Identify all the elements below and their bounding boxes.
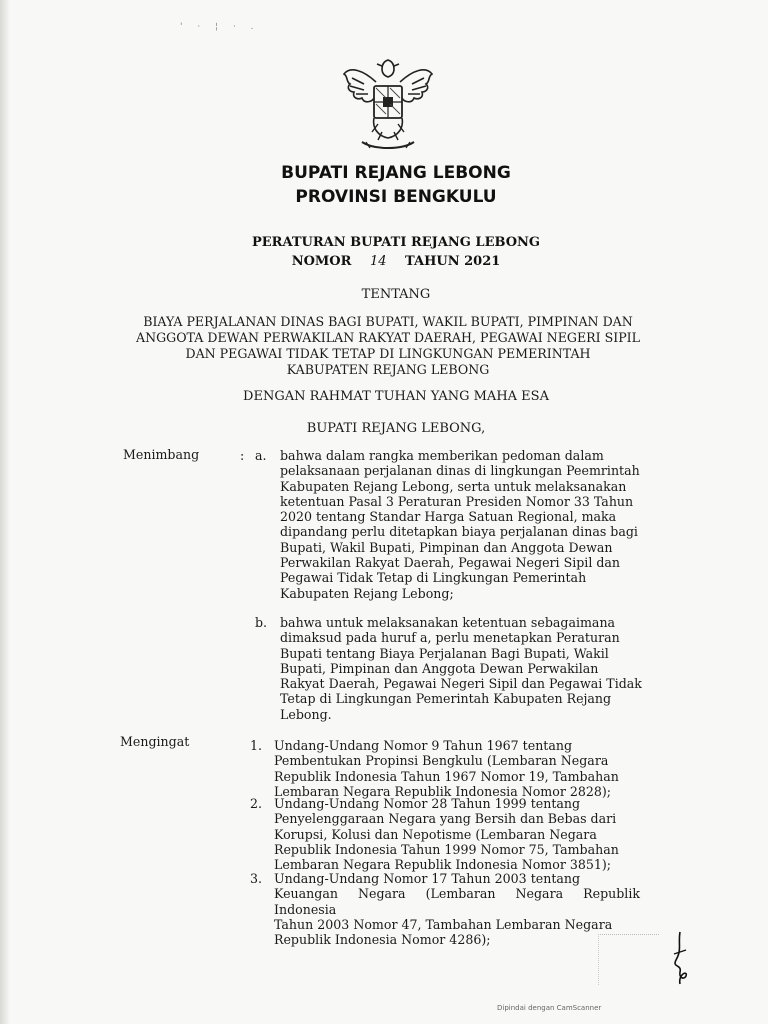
text-line: Kabupaten Rejang Lebong; (280, 585, 454, 601)
nomor-label: NOMOR (291, 254, 352, 269)
subject-line: KABUPATEN REJANG LEBONG (286, 362, 490, 377)
text-line: 2020 tentang Standar Harga Satuan Regional, maka (280, 509, 617, 525)
text-line: Republik Indonesia Tahun 1999 Nomor 75, Tambahan (274, 841, 619, 857)
menimbang-colon: : (240, 448, 245, 463)
text-line: dimaksud pada huruf a, perlu menetapkan Peraturan (280, 630, 620, 646)
mengingat-label: Mengingat (120, 734, 190, 749)
menimbang-item-a (280, 448, 643, 601)
mengingat-item-1 (274, 738, 640, 799)
menimbang-marker-b: b. (255, 615, 268, 630)
text-line: pelaksanaan perjalanan dinas di lingkungan Peemrintah (280, 463, 640, 479)
regulation-subject (130, 314, 646, 378)
text-line: Pembentukan Propinsi Bengkulu (Lembaran Negara (274, 753, 609, 769)
mengingat-marker-3: 3. (250, 871, 263, 886)
rahmat-line: DENGAN RAHMAT TUHAN YANG MAHA ESA (243, 389, 549, 404)
text-line: Bupati, Wakil Bupati, Pimpinan dan Anggota Dewan (280, 539, 613, 555)
scan-noise: ' · ¦ · . (180, 22, 260, 32)
garuda-emblem-icon (338, 52, 438, 156)
text-line: Bupati tentang Biaya Perjalanan Bagi Bupati, Wakil (280, 645, 609, 661)
text-line: Kabupaten Rejang Lebong, serta untuk melaksanakan (280, 478, 627, 494)
mengingat-item-3 (274, 871, 640, 947)
regulation-title: PERATURAN BUPATI REJANG LEBONG (251, 235, 541, 250)
menimbang-item-b (280, 615, 643, 722)
subject-line: BIAYA PERJALANAN DINAS BAGI BUPATI, WAKIL BUPATI, PIMPINAN DAN (143, 314, 633, 329)
text-line: Undang-Undang Nomor 9 Tahun 1967 tentang (274, 738, 573, 753)
text-line: Rakyat Daerah, Pegawai Negeri Sipil dan Pegawai Tidak (280, 676, 642, 692)
bupati-line: BUPATI REJANG LEBONG, (306, 421, 486, 436)
text-line: bahwa dalam rangka memberikan pedoman dalam (280, 448, 604, 463)
text-line: Tahun 2003 Nomor 47, Tambahan Lembaran Negara (274, 916, 613, 932)
text-line: Korupsi, Kolusi dan Nepotisme (Lembaran Negara (274, 826, 597, 842)
mengingat-marker-2: 2. (250, 796, 263, 811)
text-line: Keuangan Negara (Lembaran Negara Republik Indonesia (274, 886, 640, 917)
text-line: Bupati, Pimpinan dan Anggota Dewan Perwakilan (280, 660, 599, 676)
mengingat-marker-1: 1. (250, 738, 263, 753)
text-line: Lembaran Negara Republik Indonesia Nomor 2828); (274, 783, 612, 799)
text-line: Republik Indonesia Nomor 4286); (274, 932, 491, 948)
text-line: ketentuan Pasal 3 Peraturan Presiden Nomor 33 Tahun (280, 493, 634, 509)
menimbang-label: Menimbang (123, 447, 200, 462)
regent-title: BUPATI REJANG LEBONG (281, 163, 511, 183)
text-line: Republik Indonesia Tahun 1967 Nomor 19, Tambahan (274, 768, 619, 784)
subject-line: DAN PEGAWAI TIDAK TETAP DI LINGKUNGAN PEMERINTAH (185, 346, 591, 361)
text-line: Tetap di Lingkungan Pemerintah Kabupaten Rejang (280, 691, 612, 707)
mengingat-item-2 (274, 796, 640, 872)
text-line: Pegawai Tidak Tetap di Lingkungan Pemerintah (280, 570, 587, 586)
province-title: PROVINSI BENGKULU (295, 187, 497, 207)
scanner-footer: Dipindai dengan CamScanner (497, 1004, 602, 1012)
signature-icon (668, 930, 692, 986)
text-line: Undang-Undang Nomor 28 Tahun 1999 tentang (274, 796, 581, 811)
text-line: bahwa untuk melaksanakan ketentuan sebagaimana (280, 615, 616, 630)
tentang-heading: TENTANG (361, 287, 431, 302)
text-line: Penyelenggaraan Negara yang Bersih dan Bebas dari (274, 811, 617, 827)
text-line: dipandang perlu ditetapkan biaya perjalanan dinas bagi (280, 524, 638, 540)
subject-line: ANGGOTA DEWAN PERWAKILAN RAKYAT DAERAH, PEGAWAI NEGERI SIPIL (135, 330, 641, 345)
text-line: Perwakilan Rakyat Daerah, Pegawai Negeri Sipil dan (280, 555, 621, 571)
menimbang-marker-a: a. (255, 448, 267, 463)
text-line: Lembaran Negara Republik Indonesia Nomor 3851); (274, 857, 612, 873)
tahun-label: TAHUN 2021 (405, 254, 501, 269)
regulation-number (12, 254, 768, 269)
text-line: Undang-Undang Nomor 17 Tahun 2003 tentang (274, 871, 581, 886)
text-line: Lebong. (280, 706, 332, 722)
paraf-box (598, 934, 659, 985)
nomor-value: 14 (369, 254, 387, 269)
scan-edge (0, 0, 10, 1024)
